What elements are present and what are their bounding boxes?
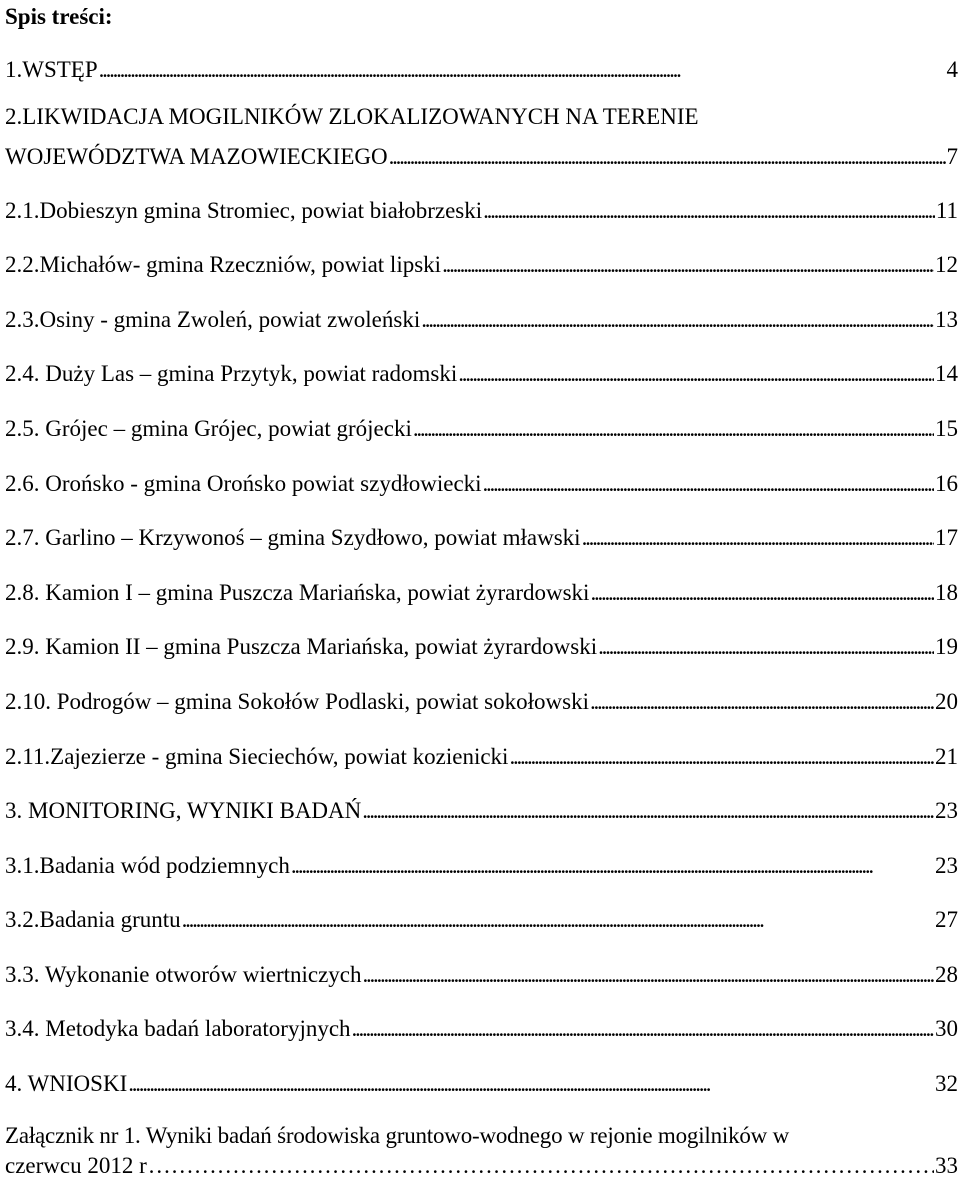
toc-entry-wstep[interactable] [5, 55, 958, 85]
toc-title: Spis treści: [5, 4, 113, 29]
toc-entry-label: 2.3.Osiny - gmina Zwoleń, powiat zwoleński [5, 307, 421, 332]
dot-leader [389, 142, 946, 172]
toc-entry-page: 17 [935, 525, 958, 550]
dot-leader [352, 1014, 934, 1044]
toc-entry-page: 33 [935, 1153, 958, 1178]
toc-entry-3-2[interactable] [5, 905, 958, 935]
dot-leader [598, 632, 934, 662]
toc-entry-page: 14 [935, 361, 958, 386]
dot-leader [483, 469, 934, 499]
toc-entry-page: 4 [946, 57, 958, 82]
toc-entry-2-1[interactable] [5, 196, 958, 226]
toc-entry-label: 2.7. Garlino – Krzywonoś – gmina Szydłowo, powiat mławski [5, 525, 581, 550]
toc-entry-label: 2.9. Kamion II – gmina Puszcza Mariańska, powiat żyrardowski [5, 634, 598, 659]
toc-entry-label: WOJEWÓDZTWA MAZOWIECKIEGO [5, 144, 388, 169]
toc-entry-label: czerwcu 2012 r [5, 1153, 147, 1178]
toc-entry-page: 19 [935, 634, 958, 659]
toc-entry-3-4[interactable] [5, 1014, 958, 1044]
toc-entry-label: 3.1.Badania wód podziemnych [5, 853, 290, 878]
dot-leader [99, 55, 946, 85]
toc-entry-label: 3.3. Wykonanie otworów wiertniczych [5, 962, 362, 987]
toc-entry-page: 27 [935, 907, 958, 932]
toc-entry-2-7[interactable] [5, 523, 958, 553]
toc-entry-2-10[interactable] [5, 687, 958, 717]
toc-entry-page: 23 [935, 798, 958, 823]
dot-leader [483, 196, 935, 226]
dot-leader [363, 960, 934, 990]
toc-entry-2-6[interactable] [5, 469, 958, 499]
toc-entry-label-line1: 2.LIKWIDACJA MOGILNIKÓW ZLOKALIZOWANYCH NA TERENIE [5, 104, 699, 129]
toc-entry-label: 2.11.Zajezierze - gmina Sieciechów, powiat kozienicki [5, 744, 509, 769]
dot-leader [582, 523, 934, 553]
toc-entry-label: 2.8. Kamion I – gmina Puszcza Mariańska, powiat żyrardowski [5, 580, 590, 605]
toc-entry-label: 2.5. Grójec – gmina Grójec, powiat grójecki [5, 416, 412, 441]
toc-entry-label: 2.10. Podrogów – gmina Sokołów Podlaski, powiat sokołowski [5, 689, 589, 714]
toc-entry-page: 11 [935, 198, 958, 223]
toc-entry-page: 32 [935, 1071, 958, 1096]
toc-entry-page: 23 [935, 853, 958, 878]
toc-entry-zalacznik[interactable] [5, 1121, 958, 1181]
dot-leader [362, 796, 934, 826]
toc-entry-2-3[interactable] [5, 305, 958, 335]
dot-leader [421, 305, 934, 335]
toc-entry-2-5[interactable] [5, 414, 958, 444]
toc-entry-2-11[interactable] [5, 742, 958, 772]
toc-entry-label: 2.6. Orońsko - gmina Orońsko powiat szydłowiecki [5, 471, 482, 496]
toc-entry-2-9[interactable] [5, 632, 958, 662]
toc-entry-label-line1: Załącznik nr 1. Wyniki badań środowiska gruntowo-wodnego w rejonie mogilników w [5, 1123, 790, 1148]
dot-leader [590, 687, 934, 717]
toc-entry-2-2[interactable] [5, 250, 958, 280]
toc-entry-3-3[interactable] [5, 960, 958, 990]
dot-leader [182, 905, 934, 935]
dot-leader [413, 414, 934, 444]
toc-entry-label: 3. MONITORING, WYNIKI BADAŃ [5, 798, 362, 823]
toc-entry-page: 30 [935, 1016, 958, 1041]
dot-leader [590, 578, 934, 608]
toc-entry-page: 13 [935, 307, 958, 332]
toc-entry-monitoring[interactable] [5, 796, 958, 826]
dot-leader [291, 851, 934, 881]
toc-entry-page: 16 [935, 471, 958, 496]
toc-entry-label: 2.2.Michałów- gmina Rzeczniów, powiat lipski [5, 252, 442, 277]
dot-leader [128, 1069, 934, 1099]
toc-entry-page: 21 [935, 744, 958, 769]
dot-leader [509, 742, 934, 772]
toc-entry-3-1[interactable] [5, 851, 958, 881]
toc-entry-label: 3.4. Metodyka badań laboratoryjnych [5, 1016, 351, 1041]
toc-entry-page: 15 [935, 416, 958, 441]
toc-entry-page: 18 [935, 580, 958, 605]
toc-entry-wnioski[interactable] [5, 1069, 958, 1099]
toc-entry-2-4[interactable] [5, 359, 958, 389]
toc-entry-likwidacja[interactable] [5, 102, 958, 172]
dot-leader [458, 359, 934, 389]
toc-entry-page: 20 [935, 689, 958, 714]
dot-leader [148, 1151, 934, 1181]
toc-entry-2-8[interactable] [5, 578, 958, 608]
toc-entry-label: 3.2.Badania gruntu [5, 907, 181, 932]
toc-entry-label: 2.4. Duży Las – gmina Przytyk, powiat radomski [5, 361, 458, 386]
toc-entry-label: 4. WNIOSKI [5, 1071, 128, 1096]
toc-entry-label: 1.WSTĘP [5, 57, 98, 82]
toc-entry-page: 7 [946, 144, 958, 169]
toc-entry-page: 28 [935, 962, 958, 987]
toc-entry-label: 2.1.Dobieszyn gmina Stromiec, powiat białobrzeski [5, 198, 483, 223]
dot-leader [442, 250, 934, 280]
toc-entry-page: 12 [935, 252, 958, 277]
